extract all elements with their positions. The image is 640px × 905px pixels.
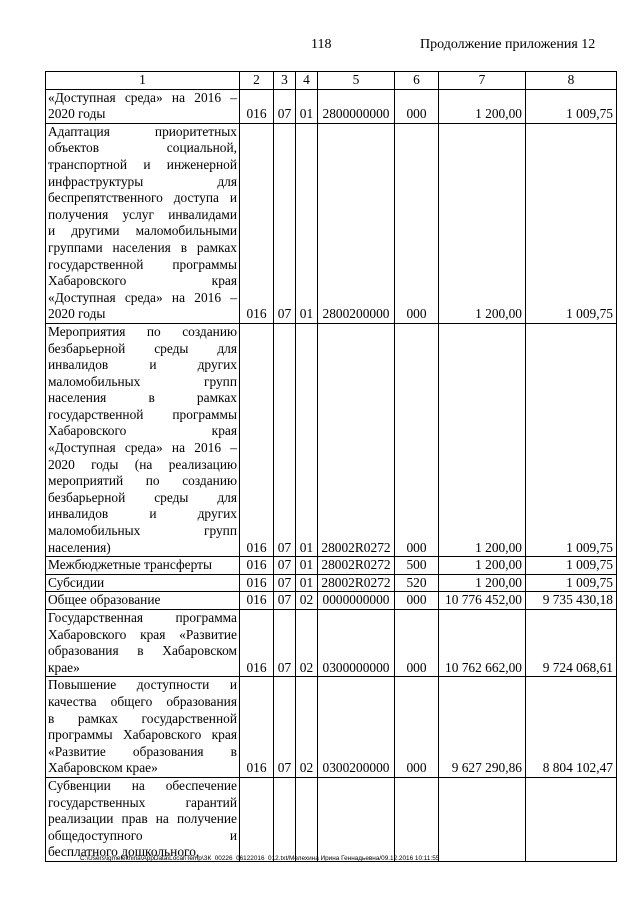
code-target: 28002R0272	[318, 574, 395, 592]
code-subsection: 01	[296, 89, 318, 123]
row-name-line: образования в Хабаровском	[48, 643, 237, 659]
code-expense-type: 000	[395, 677, 439, 778]
code-admin: 016	[240, 123, 274, 323]
code-target: 2800000000	[318, 89, 395, 123]
column-header: 1	[46, 72, 240, 90]
row-name-line: Хабаровского края	[48, 273, 237, 289]
code-section	[274, 777, 296, 861]
row-name-line: Мероприятия по созданию	[48, 323, 237, 339]
code-expense-type: 000	[395, 610, 439, 677]
row-name-line: государственной программы	[48, 406, 237, 422]
row-name	[46, 557, 240, 575]
row-name	[46, 574, 240, 592]
row-name-line: маломобильных групп	[48, 373, 237, 389]
row-name-line: 2020 годы	[48, 106, 106, 122]
row-name-line: «Доступная среда» на 2016 –	[48, 440, 237, 456]
row-name-line: 2020 годы (на реализацию	[48, 456, 237, 472]
code-section: 07	[274, 123, 296, 323]
row-name-line: Хабаровском крае»	[48, 760, 158, 776]
row-name-line: крае»	[48, 659, 80, 675]
header-row	[46, 72, 617, 90]
continuation-label: Продолжение приложения 12	[420, 37, 596, 52]
table-row	[46, 323, 617, 556]
code-target: 0000000000	[318, 592, 395, 610]
amount-executed: 1 009,75	[526, 89, 617, 123]
code-target: 0300200000	[318, 677, 395, 778]
table-row	[46, 610, 617, 677]
code-subsection: 01	[296, 323, 318, 556]
code-section: 07	[274, 557, 296, 575]
code-target: 28002R0272	[318, 323, 395, 556]
row-name-line: и другими маломобильными	[48, 223, 237, 239]
row-name-line: 2020 годы	[48, 306, 106, 322]
row-name	[46, 677, 240, 778]
page-number: 118	[311, 37, 332, 52]
amount-planned: 10 776 452,00	[439, 592, 526, 610]
row-name-line: общедоступного и	[48, 827, 237, 843]
row-name-line: населения)	[48, 539, 111, 555]
code-section: 07	[274, 89, 296, 123]
row-name-line: Общее образование	[48, 592, 161, 608]
row-name-line: группами населения в рамках	[48, 239, 237, 255]
amount-executed: 8 804 102,47	[526, 677, 617, 778]
row-name	[46, 323, 240, 556]
code-section: 07	[274, 323, 296, 556]
row-name-line: Хабаровского края	[48, 423, 237, 439]
code-target: 0300000000	[318, 610, 395, 677]
table-row	[46, 89, 617, 123]
row-name-line: Межбюджетные трансферты	[48, 557, 212, 573]
amount-planned	[439, 777, 526, 861]
code-subsection	[296, 777, 318, 861]
code-target: 2800200000	[318, 123, 395, 323]
column-header: 4	[296, 72, 318, 90]
amount-planned: 1 200,00	[439, 574, 526, 592]
code-subsection: 01	[296, 123, 318, 323]
code-expense-type: 500	[395, 557, 439, 575]
footer-path: C:\Users\igmelekhina\AppData\Local\Temp\ЗК_00226_06122016_012.txt/Мелехина Ирина Геннадьевна/09.12.2016 10:11:55	[80, 855, 440, 862]
code-admin: 016	[240, 557, 274, 575]
budget-table	[45, 71, 617, 862]
amount-executed: 1 009,75	[526, 574, 617, 592]
row-name-line: инвалидов и других	[48, 506, 237, 522]
row-name-line: Субвенции на обеспечение	[48, 777, 237, 793]
code-section: 07	[274, 592, 296, 610]
column-header: 6	[395, 72, 439, 90]
code-target: 28002R0272	[318, 557, 395, 575]
code-admin: 016	[240, 574, 274, 592]
amount-executed	[526, 777, 617, 861]
amount-executed: 1 009,75	[526, 123, 617, 323]
row-name-line: инвалидов и других	[48, 357, 237, 373]
column-header: 8	[526, 72, 617, 90]
code-expense-type	[395, 777, 439, 861]
row-name-line: Государственная программа	[48, 610, 237, 625]
row-name-line: получения услуг инвалидами	[48, 206, 237, 222]
table-row	[46, 574, 617, 592]
row-name-line: качества общего образования	[48, 693, 237, 709]
table-row	[46, 557, 617, 575]
row-name-line: «Развитие образования в	[48, 743, 237, 759]
row-name-line: инфраструктуры для	[48, 173, 237, 189]
code-expense-type: 000	[395, 89, 439, 123]
code-target	[318, 777, 395, 861]
code-subsection: 02	[296, 677, 318, 778]
row-name-line: реализации прав на получение	[48, 811, 237, 827]
row-name-line: бесплатного дошкольного,	[48, 844, 200, 860]
amount-planned: 10 762 662,00	[439, 610, 526, 677]
row-name-line: «Доступная среда» на 2016 –	[48, 289, 237, 305]
code-subsection: 01	[296, 557, 318, 575]
row-name-line: безбарьерной среды для	[48, 489, 237, 505]
code-expense-type: 000	[395, 123, 439, 323]
row-name	[46, 592, 240, 610]
amount-executed: 9 735 430,18	[526, 592, 617, 610]
code-admin	[240, 777, 274, 861]
amount-planned: 9 627 290,86	[439, 677, 526, 778]
row-name	[46, 123, 240, 323]
row-name-line: объектов социальной,	[48, 140, 237, 156]
row-name-line: транспортной и инженерной	[48, 156, 237, 172]
code-subsection: 01	[296, 574, 318, 592]
table-row	[46, 123, 617, 323]
column-header: 2	[240, 72, 274, 90]
row-name-line: «Доступная среда» на 2016 –	[48, 89, 237, 105]
code-section: 07	[274, 610, 296, 677]
column-header: 7	[439, 72, 526, 90]
row-name-line: беспрепятственного доступа и	[48, 190, 237, 206]
row-name-line: мероприятий по созданию	[48, 473, 237, 489]
row-name-line: в рамках государственной	[48, 710, 237, 726]
code-subsection: 02	[296, 610, 318, 677]
code-expense-type: 000	[395, 592, 439, 610]
row-name-line: Хабаровского края «Развитие	[48, 626, 237, 642]
code-admin: 016	[240, 592, 274, 610]
code-admin: 016	[240, 677, 274, 778]
column-header: 3	[274, 72, 296, 90]
row-name-line: маломобильных групп	[48, 523, 237, 539]
amount-executed: 1 009,75	[526, 557, 617, 575]
row-name-line: населения в рамках	[48, 390, 237, 406]
table-row	[46, 677, 617, 778]
row-name-line: Субсидии	[48, 574, 105, 590]
code-expense-type: 000	[395, 323, 439, 556]
amount-executed: 1 009,75	[526, 323, 617, 556]
amount-planned: 1 200,00	[439, 557, 526, 575]
row-name	[46, 610, 240, 677]
row-name	[46, 89, 240, 123]
row-name-line: безбарьерной среды для	[48, 340, 237, 356]
code-section: 07	[274, 677, 296, 778]
table-row	[46, 592, 617, 610]
code-admin: 016	[240, 323, 274, 556]
code-admin: 016	[240, 610, 274, 677]
table-row	[46, 777, 617, 861]
row-name-line: программы Хабаровского края	[48, 727, 237, 743]
amount-planned: 1 200,00	[439, 89, 526, 123]
code-subsection: 02	[296, 592, 318, 610]
code-expense-type: 520	[395, 574, 439, 592]
amount-executed: 9 724 068,61	[526, 610, 617, 677]
row-name-line: государственных гарантий	[48, 794, 237, 810]
code-admin: 016	[240, 89, 274, 123]
amount-planned: 1 200,00	[439, 123, 526, 323]
row-name-line: государственной программы	[48, 256, 237, 272]
row-name	[46, 777, 240, 861]
column-header: 5	[318, 72, 395, 90]
code-section: 07	[274, 574, 296, 592]
row-name-line: Адаптация приоритетных	[48, 123, 237, 139]
amount-planned: 1 200,00	[439, 323, 526, 556]
row-name-line: Повышение доступности и	[48, 677, 237, 693]
